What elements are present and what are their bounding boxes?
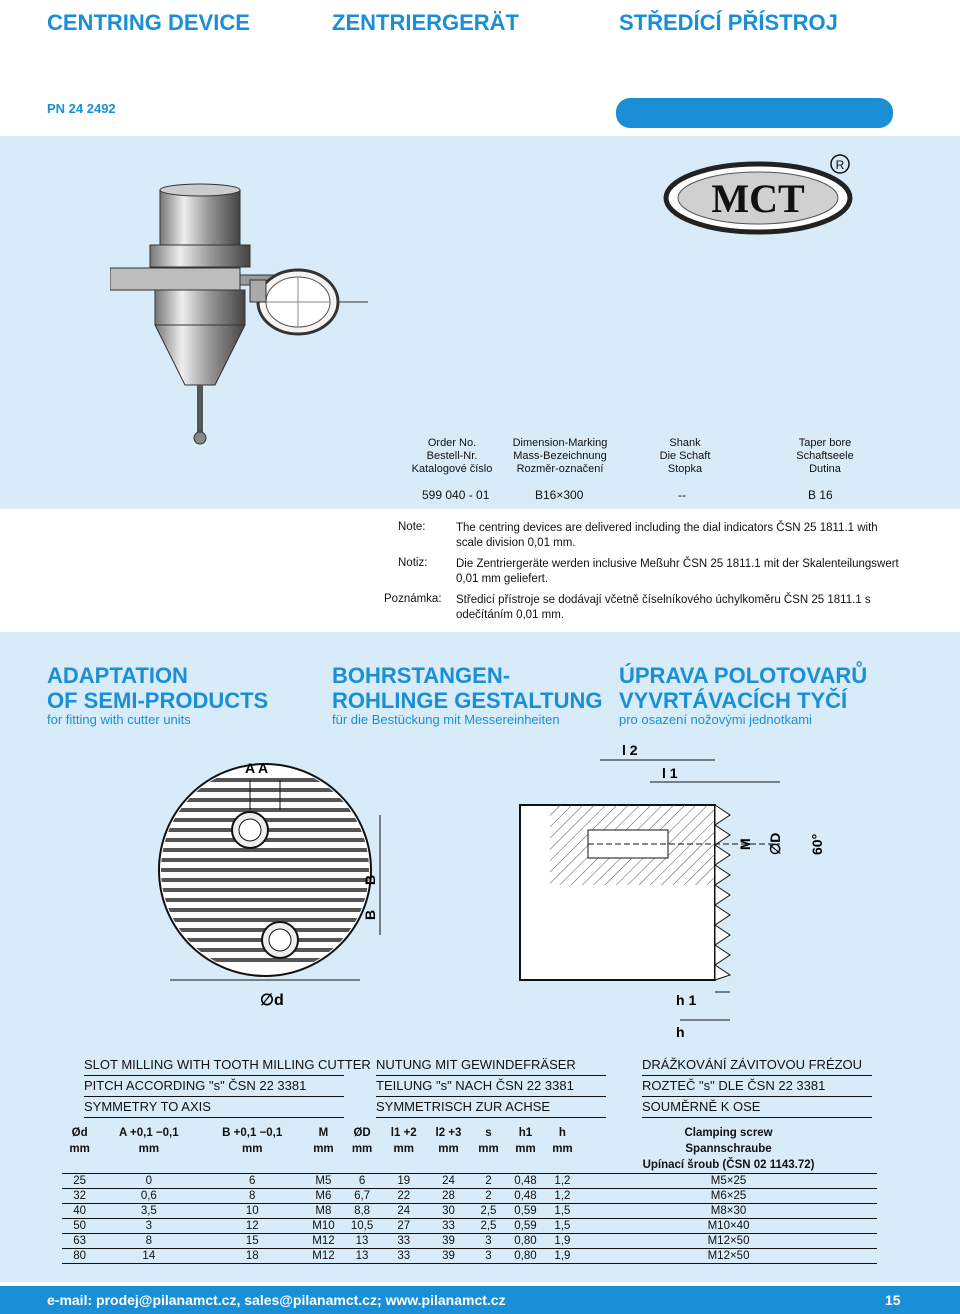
table-cell: 0	[97, 1174, 200, 1189]
adaptation-title-de: BOHRSTANGEN- ROHLINGE GESTALTUNG	[332, 663, 603, 713]
milling-cz-line: ROZTEČ "s" DLE ČSN 22 3381	[642, 1076, 872, 1097]
col-b: B +0,1 −0,1	[200, 1125, 304, 1141]
milling-en-line: PITCH ACCORDING "s" ČSN 22 3381	[84, 1076, 344, 1097]
table-cell: 28	[426, 1189, 471, 1204]
title-en: CENTRING DEVICE	[47, 10, 250, 35]
label-b2: B	[362, 909, 378, 920]
col-l1: l1 +2	[381, 1125, 426, 1141]
table-cell: 0,6	[97, 1189, 200, 1204]
label-l2: l 2	[622, 742, 638, 758]
dimension-marking: B16×300	[535, 488, 584, 502]
adaptation-title-en: ADAPTATION OF SEMI-PRODUCTS	[47, 663, 269, 713]
table-cell: 2,5	[471, 1219, 506, 1234]
logo-text: MCT	[711, 176, 805, 221]
label-aa: A A	[245, 760, 269, 776]
shank-value: --	[678, 488, 686, 502]
table-cell: 1,5	[545, 1204, 580, 1219]
table-cell: M12	[304, 1249, 343, 1264]
unit: mm	[426, 1141, 471, 1157]
table-cell: 2	[471, 1174, 506, 1189]
taper-bore-value: B 16	[808, 488, 833, 502]
label-60deg: 60°	[809, 833, 825, 855]
footer-bar	[0, 1286, 960, 1314]
unit: mm	[506, 1141, 545, 1157]
table-cell: 40	[62, 1204, 97, 1219]
table-cell: 32	[62, 1189, 97, 1204]
table-row	[62, 1204, 877, 1219]
note-label-de: Notiz:	[398, 557, 428, 569]
part-number: PN 24 2492	[47, 101, 116, 116]
unit: mm	[381, 1141, 426, 1157]
mct-logo	[660, 150, 860, 240]
milling-de-line: SYMMETRISCH ZUR ACHSE	[376, 1097, 606, 1118]
order-number: 599 040 - 01	[422, 488, 490, 502]
note-label-cz: Poznámka:	[384, 593, 442, 605]
unit: Upínací šroub (ČSN 02 1143.72)	[580, 1157, 877, 1174]
label-h: h	[676, 1024, 685, 1040]
table-row	[62, 1234, 877, 1249]
dimension-table-body	[62, 1174, 877, 1264]
dimension-table	[62, 1125, 877, 1264]
table-cell: M8×30	[580, 1204, 877, 1219]
adaptation-subtitle-cz: pro osazení nožovými jednotkami	[619, 712, 812, 727]
table-cell: M10	[304, 1219, 343, 1234]
table-cell: 39	[426, 1234, 471, 1249]
header-order-no: Order No. Bestell-Nr. Katalogové číslo	[411, 437, 493, 475]
table-cell: 6,7	[343, 1189, 382, 1204]
milling-en-line: SYMMETRY TO AXIS	[84, 1097, 344, 1118]
table-cell: 10	[200, 1204, 304, 1219]
table-row	[62, 1249, 877, 1264]
table-cell: 27	[381, 1219, 426, 1234]
col-l2: l2 +3	[426, 1125, 471, 1141]
adaptation-drawing	[150, 740, 850, 1045]
table-cell: 80	[62, 1249, 97, 1264]
table-cell: 33	[381, 1249, 426, 1264]
table-cell: 8,8	[343, 1204, 382, 1219]
header-taper-bore: Taper bore Schaftseele Dutina	[796, 437, 854, 475]
table-cell: 0,80	[506, 1234, 545, 1249]
unit: mm	[200, 1141, 304, 1157]
col-h1: h1	[506, 1125, 545, 1141]
table-cell: M6	[304, 1189, 343, 1204]
table-cell: 10,5	[343, 1219, 382, 1234]
table-row	[62, 1189, 877, 1204]
table-cell: M12×50	[580, 1234, 877, 1249]
table-cell: 3,5	[97, 1204, 200, 1219]
table-cell: 2	[471, 1189, 506, 1204]
table-cell: 6	[200, 1174, 304, 1189]
table-cell: M12	[304, 1234, 343, 1249]
table-cell: M10×40	[580, 1219, 877, 1234]
col-clamping-screw: Clamping screw	[580, 1125, 877, 1141]
unit: Spannschraube	[580, 1141, 877, 1157]
registered-mark: R	[835, 158, 845, 172]
table-cell: 13	[343, 1234, 382, 1249]
note-text-de: Die Zentriergeräte werden inclusive Meßuhr ČSN 25 1811.1 mit der Skalenteilungswert 0,01 mm geliefert.	[456, 558, 899, 585]
col-h: h	[545, 1125, 580, 1141]
table-cell: 1,9	[545, 1234, 580, 1249]
table-cell: 18	[200, 1249, 304, 1264]
adaptation-subtitle-de: für die Bestückung mit Messereinheiten	[332, 712, 560, 727]
table-cell: 1,2	[545, 1189, 580, 1204]
note-text-cz: Středicí přístroje se dodávají včetně číselníkového úchylkoměru ČSN 25 1811.1 s odečítáním 0,01 mm.	[456, 594, 871, 621]
adaptation-title-cz: ÚPRAVA POLOTOVARŮ VYVRTÁVACÍCH TYČÍ	[619, 663, 868, 713]
footer-contact: e-mail: prodej@pilanamct.cz, sales@pilanamct.cz; www.pilanamct.cz	[47, 1292, 506, 1308]
table-cell: 1,9	[545, 1249, 580, 1264]
table-cell: 30	[426, 1204, 471, 1219]
table-row	[62, 1219, 877, 1234]
unit: mm	[304, 1141, 343, 1157]
unit: mm	[343, 1141, 382, 1157]
table-cell: 0,48	[506, 1174, 545, 1189]
unit: mm	[545, 1141, 580, 1157]
table-cell: 0,48	[506, 1189, 545, 1204]
header-dimension: Dimension-Marking Mass-Bezeichnung Rozměr-označení	[512, 437, 608, 475]
milling-de-line: TEILUNG "s" NACH ČSN 22 3381	[376, 1076, 606, 1097]
table-cell: 0,59	[506, 1219, 545, 1234]
table-cell: 14	[97, 1249, 200, 1264]
milling-de-line: NUTUNG MIT GEWINDEFRÄSER	[376, 1055, 606, 1076]
table-cell: 50	[62, 1219, 97, 1234]
table-cell: M5×25	[580, 1174, 877, 1189]
table-row	[62, 1174, 877, 1189]
table-cell: 33	[381, 1234, 426, 1249]
table-cell: 8	[200, 1189, 304, 1204]
table-cell: 25	[62, 1174, 97, 1189]
table-cell: M12×50	[580, 1249, 877, 1264]
title-cz: STŘEDÍCÍ PŘÍSTROJ	[619, 10, 838, 35]
header-shank: Shank Die Schaft Stopka	[659, 437, 711, 475]
milling-cz-line: DRÁŽKOVÁNÍ ZÁVITOVOU FRÉZOU	[642, 1055, 872, 1076]
label-d: ∅d	[260, 992, 284, 1009]
label-h1: h 1	[676, 992, 697, 1008]
table-cell: 3	[471, 1234, 506, 1249]
table-cell: 39	[426, 1249, 471, 1264]
table-cell: 0,80	[506, 1249, 545, 1264]
centring-device-illustration	[110, 180, 390, 450]
table-cell: 0,59	[506, 1204, 545, 1219]
table-cell: 24	[426, 1174, 471, 1189]
table-cell: 1,2	[545, 1174, 580, 1189]
page-number: 15	[885, 1292, 901, 1308]
milling-en-line: SLOT MILLING WITH TOOTH MILLING CUTTER	[84, 1055, 344, 1076]
table-cell: 19	[381, 1174, 426, 1189]
table-cell: 15	[200, 1234, 304, 1249]
col-od: ØD	[343, 1125, 382, 1141]
table-cell: 22	[381, 1189, 426, 1204]
logo-bar	[616, 98, 893, 128]
col-s: s	[471, 1125, 506, 1141]
col-d: Ød	[62, 1125, 97, 1141]
table-cell: 6	[343, 1174, 382, 1189]
table-cell: 2,5	[471, 1204, 506, 1219]
adaptation-subtitle-en: for fitting with cutter units	[47, 712, 191, 727]
unit: mm	[97, 1141, 200, 1157]
table-cell: 3	[97, 1219, 200, 1234]
label-m: M	[737, 838, 753, 850]
table-cell: 3	[471, 1249, 506, 1264]
unit: mm	[62, 1141, 97, 1157]
table-cell: M8	[304, 1204, 343, 1219]
col-m: M	[304, 1125, 343, 1141]
table-cell: 12	[200, 1219, 304, 1234]
table-cell: 63	[62, 1234, 97, 1249]
label-od: ∅D	[767, 832, 783, 855]
note-text-en: The centring devices are delivered including the dial indicators ČSN 25 1811.1 with scale division 0,01 mm.	[456, 522, 878, 549]
table-cell: M5	[304, 1174, 343, 1189]
label-b1: B	[362, 874, 378, 885]
title-de: ZENTRIERGERÄT	[332, 10, 519, 35]
table-cell: 8	[97, 1234, 200, 1249]
note-label-en: Note:	[398, 521, 426, 533]
table-cell: 33	[426, 1219, 471, 1234]
table-cell: 13	[343, 1249, 382, 1264]
label-l1: l 1	[662, 765, 678, 781]
table-cell: 1,5	[545, 1219, 580, 1234]
table-cell: 24	[381, 1204, 426, 1219]
milling-en	[84, 1055, 371, 1118]
milling-cz-line: SOUMĚRNĚ K OSE	[642, 1097, 872, 1118]
col-a: A +0,1 −0,1	[97, 1125, 200, 1141]
milling-de	[376, 1055, 606, 1118]
table-cell: M6×25	[580, 1189, 877, 1204]
milling-cz	[642, 1055, 872, 1118]
unit: mm	[471, 1141, 506, 1157]
